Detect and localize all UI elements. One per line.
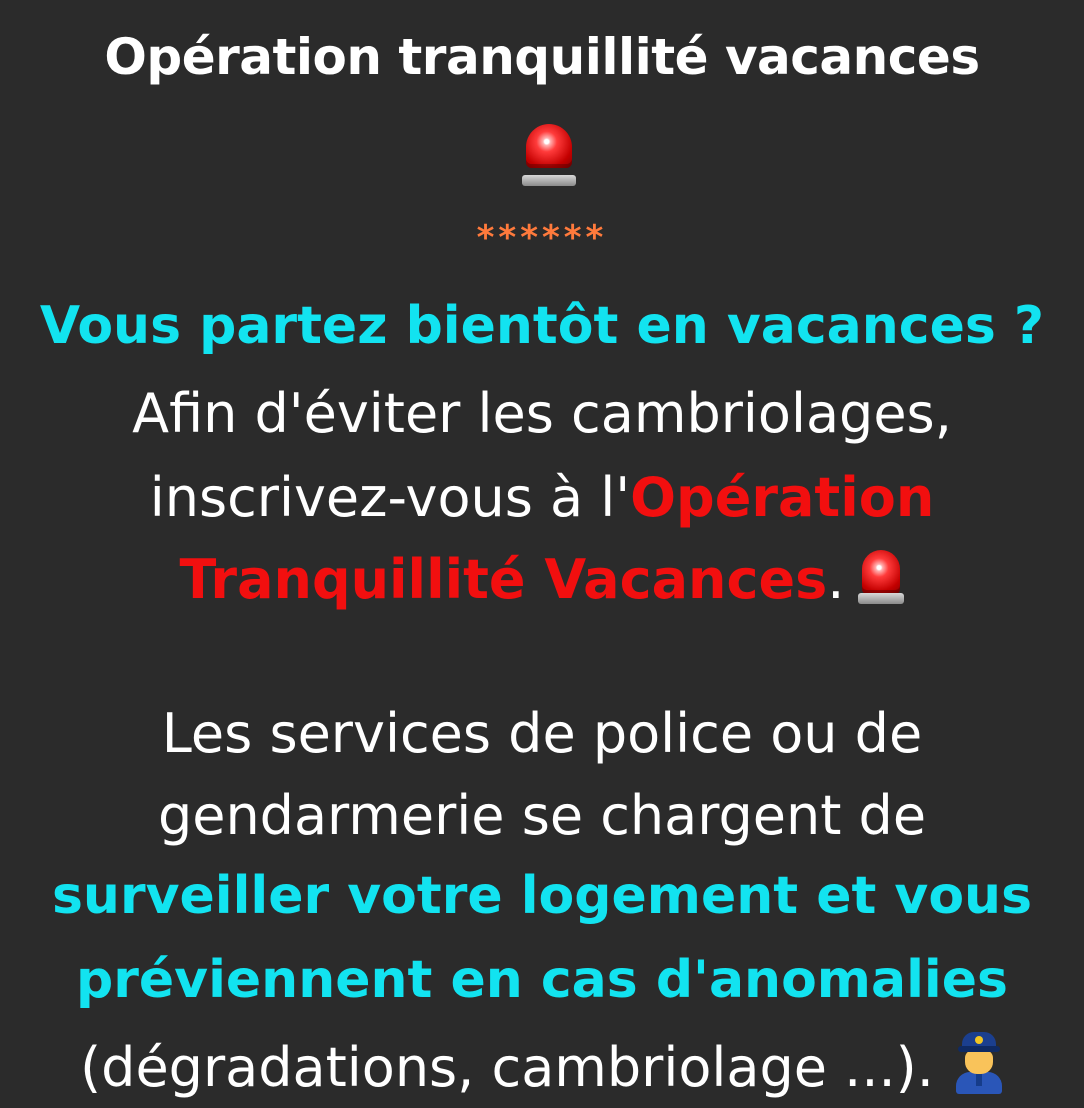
separator: ******: [476, 218, 608, 258]
police-car-light-icon: [858, 550, 904, 604]
body-line: [0, 1032, 1084, 1099]
body-text: inscrivez-vous à l': [149, 466, 631, 529]
police-officer-icon: [954, 1032, 1004, 1094]
operation-name: Tranquillité Vacances: [179, 548, 828, 611]
body-line: [0, 548, 1084, 611]
body-line: Afin d'éviter les cambriolages,: [132, 382, 952, 445]
body-line: [0, 466, 1084, 529]
operation-name: Opération: [630, 466, 935, 529]
body-line: gendarmerie se chargent de: [157, 784, 927, 847]
body-text: .: [827, 548, 845, 611]
highlight-line: surveiller votre logement et vous: [51, 866, 1033, 926]
headline-question: Vous partez bientôt en vacances ?: [39, 296, 1045, 356]
police-car-light-icon: [522, 124, 576, 186]
highlight-line: préviennent en cas d'anomalies: [76, 950, 1008, 1010]
body-line: Les services de police ou de: [161, 702, 923, 765]
post-title: Opération tranquillité vacances: [104, 28, 980, 86]
body-text: (dégradations, cambriolage ...).: [80, 1036, 934, 1099]
